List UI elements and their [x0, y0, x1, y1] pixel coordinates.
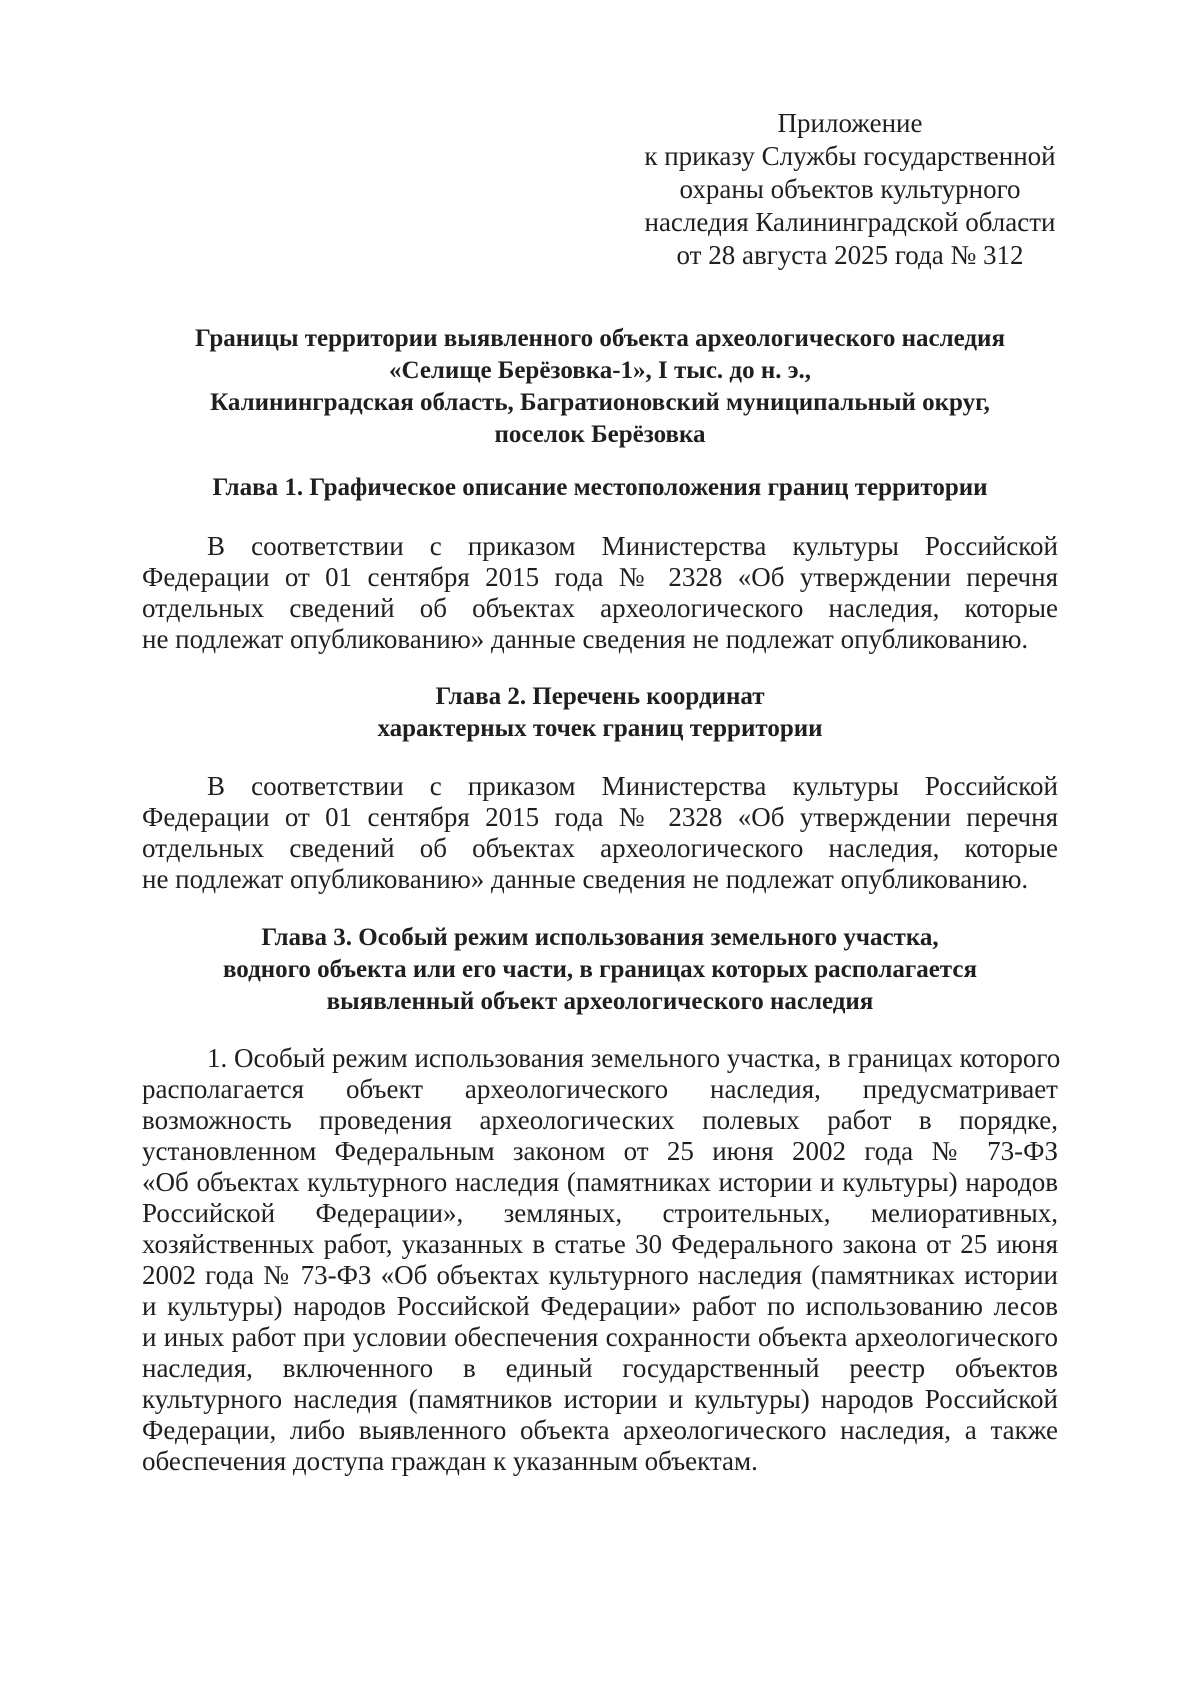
- paragraph-line: обеспечения доступа граждан к указанным объектам.: [142, 1446, 758, 1476]
- paragraph-line: отдельных сведений об объектах археологического наследия, которые: [142, 833, 1058, 863]
- paragraph-line: не подлежат опубликованию» данные сведения не подлежат опубликованию.: [142, 864, 1029, 894]
- chapter-2-heading: [140, 681, 1060, 745]
- document-title: [140, 323, 1060, 451]
- paragraph-line: Федерации от 01 сентября 2015 года № 2328 «Об утверждении перечня: [142, 562, 1058, 592]
- chapter-3-title-line: водного объекта или его части, в границах которых располагается: [222, 956, 978, 983]
- appendix-line: Приложение: [777, 108, 923, 138]
- chapter-3-title-line: выявленный объект археологического наследия: [326, 988, 874, 1015]
- chapter-3-title-line: Глава 3. Особый режим использования земельного участка,: [261, 924, 939, 951]
- appendix-line: к приказу Службы государственной: [644, 141, 1056, 171]
- paragraph-line: 1. Особый режим использования земельного участка, в границах которого: [207, 1043, 1061, 1073]
- chapter-2-paragraph: [142, 771, 1058, 895]
- paragraph-line: Федерации от 01 сентября 2015 года № 2328 «Об утверждении перечня: [142, 802, 1058, 832]
- paragraph-line: Российской Федерации», земляных, строительных, мелиоративных,: [142, 1198, 1058, 1228]
- title-line: «Селище Берёзовка-1», I тыс. до н. э.,: [388, 357, 812, 384]
- chapter-2-title-line: характерных точек границ территории: [377, 715, 823, 742]
- appendix-line: от 28 августа 2025 года № 312: [676, 240, 1024, 270]
- paragraph-line: наследия, включенного в единый государственный реестр объектов: [142, 1353, 1058, 1383]
- appendix-line: охраны объектов культурного: [679, 174, 1021, 204]
- appendix-line: наследия Калининградской области: [644, 207, 1056, 237]
- paragraph-line: и иных работ при условии обеспечения сохранности объекта археологического: [142, 1322, 1058, 1352]
- paragraph-line: В соответствии с приказом Министерства культуры Российской: [207, 531, 1058, 561]
- paragraph-line: хозяйственных работ, указанных в статье 30 Федерального закона от 25 июня: [142, 1229, 1058, 1259]
- chapter-3-heading: [140, 922, 1060, 1018]
- paragraph-line: располагается объект археологического наследия, предусматривает: [142, 1074, 1058, 1104]
- paragraph-line: возможность проведения археологических полевых работ в порядке,: [142, 1105, 1058, 1135]
- paragraph-line: установленном Федеральным законом от 25 июня 2002 года № 73-ФЗ: [142, 1136, 1058, 1166]
- paragraph-line: 2002 года № 73-ФЗ «Об объектах культурного наследия (памятниках истории: [142, 1260, 1058, 1290]
- title-line: поселок Берёзовка: [494, 421, 706, 448]
- chapter-2-title-line: Глава 2. Перечень координат: [435, 683, 765, 710]
- title-line: Калининградская область, Багратионовский муниципальный округ,: [210, 389, 990, 416]
- paragraph-line: и культуры) народов Российской Федерации» работ по использованию лесов: [142, 1291, 1058, 1321]
- chapter-1-title: Глава 1. Графическое описание местоположения границ территории: [212, 474, 988, 501]
- paragraph-line: Федерации, либо выявленного объекта археологического наследия, а также: [142, 1415, 1058, 1445]
- chapter-1-heading: [140, 472, 1060, 504]
- paragraph-line: культурного наследия (памятников истории и культуры) народов Российской: [142, 1384, 1058, 1414]
- paragraph-line: отдельных сведений об объектах археологического наследия, которые: [142, 593, 1058, 623]
- paragraph-line: не подлежат опубликованию» данные сведения не подлежат опубликованию.: [142, 624, 1029, 654]
- chapter-3-paragraph: [142, 1043, 1061, 1477]
- paragraph-line: В соответствии с приказом Министерства культуры Российской: [207, 771, 1058, 801]
- title-line: Границы территории выявленного объекта археологического наследия: [195, 325, 1005, 352]
- paragraph-line: «Об объектах культурного наследия (памятниках истории и культуры) народов: [142, 1167, 1058, 1197]
- appendix-header: [640, 107, 1060, 272]
- chapter-1-paragraph: [142, 531, 1058, 655]
